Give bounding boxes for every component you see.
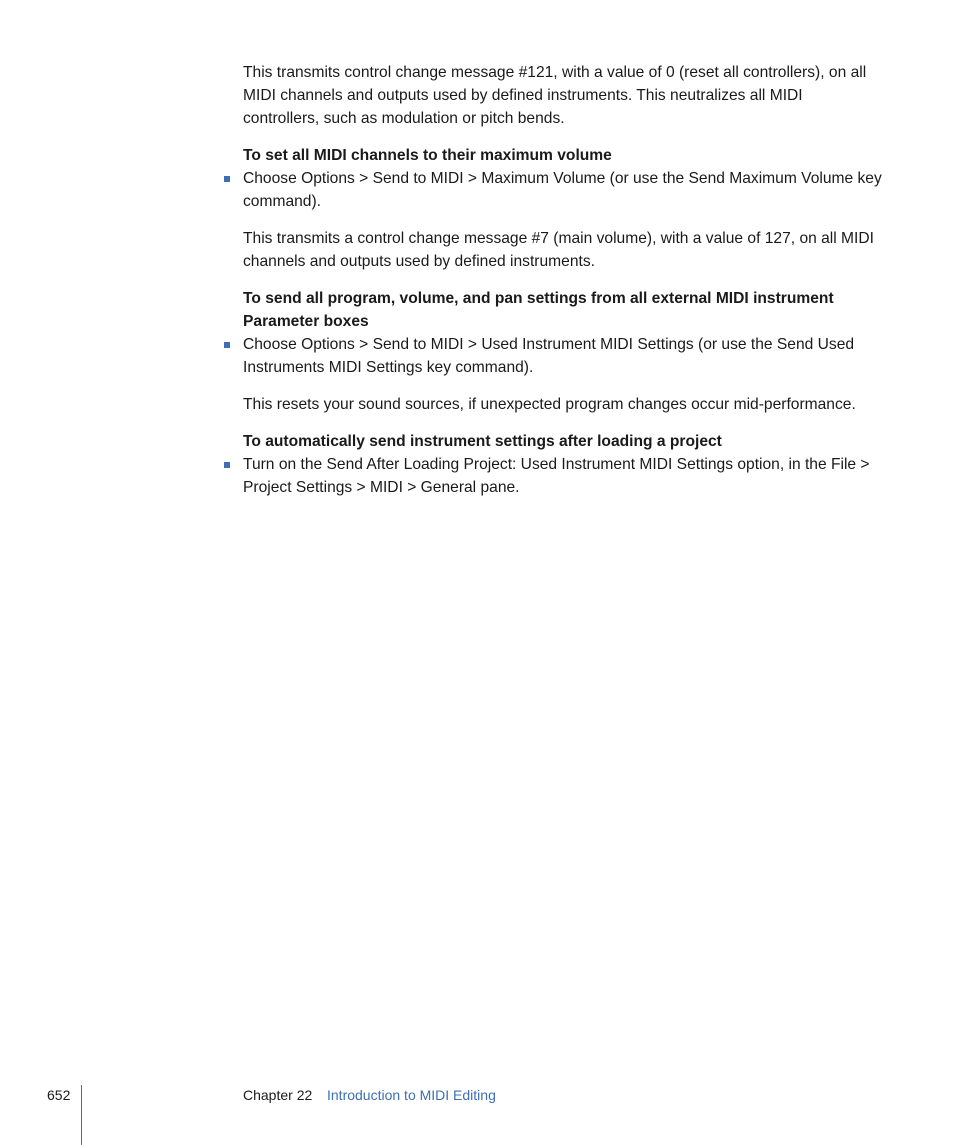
task-heading: To automatically send instrument settings after loading a project xyxy=(243,433,722,450)
task-heading: To send all program, volume, and pan settings from all external MIDI instrument Parameter boxes xyxy=(243,290,834,330)
page-content xyxy=(243,61,883,513)
square-bullet-icon xyxy=(224,342,230,348)
bullet-item xyxy=(243,453,883,499)
body-paragraph: This transmits a control change message #7 (main volume), with a value of 127, on all MIDI channels and outputs used by defined instruments. xyxy=(243,230,874,270)
body-paragraph: This transmits control change message #121, with a value of 0 (reset all controllers), on all MIDI channels and outputs used by defined instruments. This neutralizes all MIDI controllers, such as modulation or pitch bends. xyxy=(243,64,867,127)
bullet-item xyxy=(243,167,883,213)
square-bullet-icon xyxy=(224,462,230,468)
page-number: 652 xyxy=(47,1087,71,1103)
chapter-label: Chapter 22 xyxy=(243,1087,313,1103)
bullet-text: Choose Options > Send to MIDI > Maximum Volume (or use the Send Maximum Volume key command). xyxy=(243,170,882,210)
bullet-text: Choose Options > Send to MIDI > Used Instrument MIDI Settings (or use the Send Used Instruments MIDI Settings key command). xyxy=(243,336,855,376)
body-paragraph: This resets your sound sources, if unexpected program changes occur mid-performance. xyxy=(243,396,856,413)
bullet-item xyxy=(243,333,883,379)
bullet-text: Turn on the Send After Loading Project: Used Instrument MIDI Settings option, in the File > Project Settings > MIDI > General pane. xyxy=(243,456,870,496)
chapter-title-link[interactable]: Introduction to MIDI Editing xyxy=(327,1087,496,1103)
footer-divider xyxy=(81,1085,82,1145)
square-bullet-icon xyxy=(224,176,230,182)
page-footer xyxy=(0,1056,954,1145)
task-heading: To set all MIDI channels to their maximum volume xyxy=(243,147,612,164)
